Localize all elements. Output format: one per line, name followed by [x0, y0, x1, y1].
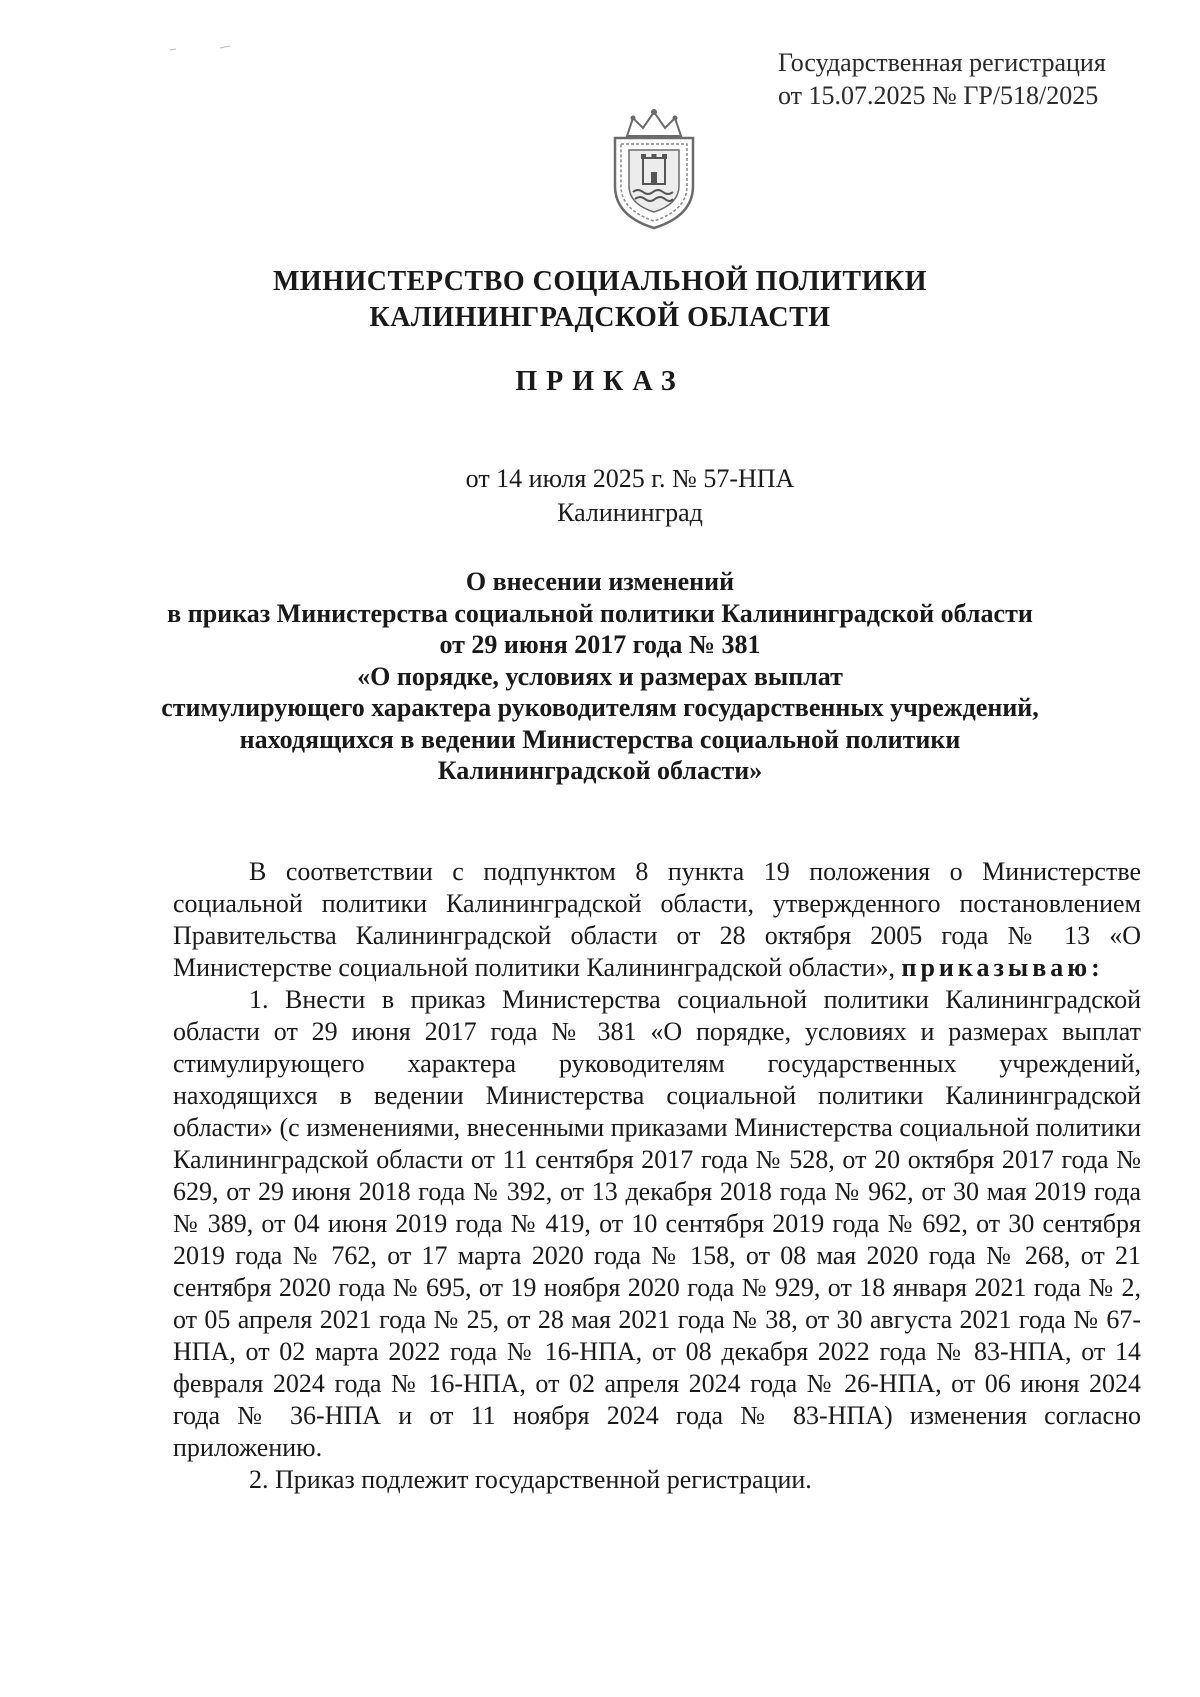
document-meta: [0, 462, 1200, 530]
document-title: [0, 566, 1200, 787]
title-line: в приказ Министерства социальной политики Калининградской области: [167, 598, 1033, 628]
city: Калининград: [557, 498, 703, 527]
ministry-line-1: МИНИСТЕРСТВО СОЦИАЛЬНОЙ ПОЛИТИКИ: [273, 266, 927, 297]
ministry-name: [0, 264, 1200, 336]
registration-line-2: от 15.07.2025 № ГР/518/2025: [778, 81, 1099, 110]
title-line: «О порядке, условиях и размерах выплат: [357, 661, 843, 691]
scan-artifact: [168, 44, 238, 54]
title-line: находящихся в ведении Министерства социальной политики: [239, 724, 961, 754]
coat-of-arms-icon: [605, 106, 703, 230]
registration-stamp: [778, 46, 1106, 112]
item-2-paragraph: 2. Приказ подлежит государственной регистрации.: [249, 1465, 812, 1494]
title-line: стимулирующего характера руководителям государственных учреждений,: [161, 693, 1039, 722]
command-word: приказываю:: [901, 953, 1104, 982]
document-type: ПРИКАЗ: [515, 366, 685, 397]
date-number: от 14 июля 2025 г. № 57-НПА: [465, 464, 795, 493]
document-body: [173, 856, 1141, 1496]
title-line: от 29 июня 2017 года № 381: [439, 630, 761, 659]
registration-line-1: Государственная регистрация: [778, 48, 1106, 77]
preamble-paragraph: [173, 856, 1141, 984]
title-line: Калининградской области»: [437, 756, 763, 785]
title-line: О внесении изменений: [465, 567, 735, 596]
item-1-paragraph: 1. Внести в приказ Министерства социальной политики Калининградской области от 29 июня 2017 года № 381 «О порядке, условиях и размерах выплат стимулирующего характера руководителям государственных учреждений, находящихся в ведении Министерства социальной политики Калининградской области» (с изменениями, внесенными приказами Министерства социальной политики Калининградской области от 11 сентября 2017 года № 528, от 20 октября 2017 года № 629, от 29 июня 2018 года № 392, от 13 декабря 2018 года № 962, от 30 мая 2019 года № 389, от 04 июня 2019 года № 419, от 10 сентября 2019 года № 692, от 30 сентября 2019 года № 762, от 17 марта 2020 года № 158, от 08 мая 2020 года № 268, от 21 сентября 2020 года № 695, от 19 ноября 2020 года № 929, от 18 января 2021 года № 2, от 05 апреля 2021 года № 25, от 28 мая 2021 года № 38, от 30 августа 2021 года № 67-НПА, от 02 марта 2022 года № 16-НПА, от 08 декабря 2022 года № 83-НПА, от 14 февраля 2024 года № 16-НПА, от 02 апреля 2024 года № 26-НПА, от 06 июня 2024 года № 36-НПА и от 11 ноября 2024 года № 83-НПА) изменения согласно приложению.: [173, 985, 1141, 1462]
preamble-text: В соответствии с подпунктом 8 пункта 19 положения о Министерстве социальной политики Калининградской области, утвержденного постановлением Правительства Калининградской области от 28 октября 2005 года № 13 «О Министерстве социальной политики Калининградской области»,: [173, 857, 1141, 982]
ministry-line-2: КАЛИНИНГРАДСКОЙ ОБЛАСТИ: [369, 302, 831, 333]
